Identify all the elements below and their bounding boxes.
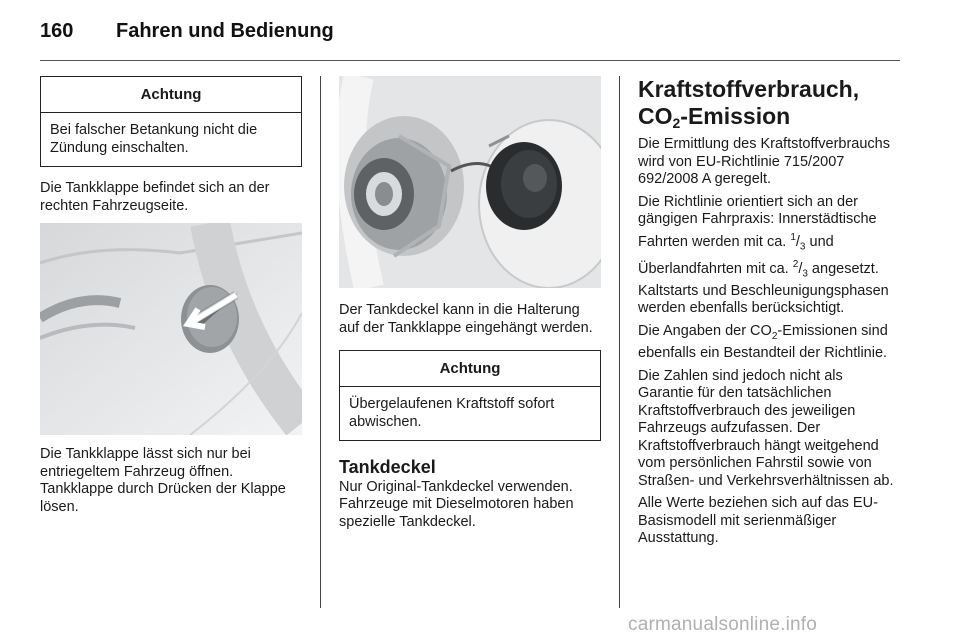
paragraph: Die Zahlen sind jedoch nicht als Garantie für den tatsächlichen Kraftstoffverbrauch des jeweiligen Fahrzeugs aufzufassen. Der Kraftstoffverbrauch hängt weitgehend vom persönlichen Fahrstil sowie von Straßen- und Verkehrsverhältnissen ab. xyxy=(638,367,894,489)
warning-text: Übergelaufenen Kraftstoff sofort abwischen. xyxy=(349,396,555,430)
fraction-denominator: 3 xyxy=(799,241,806,253)
header-rule xyxy=(40,60,900,61)
paragraph: Der Tankdeckel kann in die Halterung auf der Tankklappe eingehängt werden. xyxy=(339,302,593,336)
fuel-cap-open-illustration xyxy=(339,76,601,288)
fraction-numerator: 2 xyxy=(792,258,799,270)
paragraph-co2 xyxy=(638,323,900,363)
column-divider-1 xyxy=(320,76,321,608)
warning-title: Achtung xyxy=(41,77,301,113)
paragraph: Die Tankklappe befindet sich an der rechten Fahrzeugseite. xyxy=(40,180,270,214)
heading-subscript: 2 xyxy=(672,115,681,131)
column-1-lower xyxy=(40,446,302,521)
warning-box xyxy=(339,350,601,441)
warning-title: Achtung xyxy=(340,351,600,387)
heading-emission: -Emission xyxy=(680,103,791,129)
fuel-flap-closed-illustration xyxy=(40,223,302,435)
warning-box xyxy=(40,76,302,167)
text-run: Die Richtlinie orientiert sich an der gängigen Fahrpraxis: Innerstädtische Fahrten werden mit ca. xyxy=(638,193,877,250)
column-3 xyxy=(638,76,900,553)
fuel-flap-closed-image xyxy=(40,223,302,435)
text-run: angesetzt. Kaltstarts und Beschleunigungsphasen werden ebenfalls berücksichtigt. xyxy=(638,260,889,317)
paragraph-with-fractions: Die Richtlinie orientiert sich an der gängigen Fahrpraxis: Innerstädtische Fahrten werden mit ca. $^1/_3$ und Überlandfahrten mit ca. $^2/_3$ angesetzt. Kaltstarts und Beschleunigungsphasen werden ebenfalls berücksichtigt. xyxy=(638,193,889,317)
section-heading xyxy=(638,76,900,130)
co2-subscript: 2 xyxy=(771,330,778,342)
fuel-cap-open-image xyxy=(339,76,601,288)
watermark: carmanualsonline.info xyxy=(628,614,818,635)
fraction-denominator: 3 xyxy=(802,268,808,280)
page-number: 160 xyxy=(40,20,74,42)
page-header xyxy=(40,20,334,43)
paragraph: Alle Werte beziehen sich auf das EU-Basismodell mit serienmäßiger Ausstattung. xyxy=(638,495,878,547)
heading-co: CO xyxy=(638,103,673,129)
subheading: Tankdeckel xyxy=(339,457,436,477)
text-run: Die Angaben der CO xyxy=(638,322,772,339)
text-run: und Überlandfahrten mit ca. xyxy=(638,233,834,277)
column-2 xyxy=(339,302,601,536)
fraction-numerator: 1 xyxy=(790,231,796,243)
column-1 xyxy=(40,76,302,220)
warning-text: Bei falscher Betankung nicht die Zündung einschalten. xyxy=(50,122,258,156)
paragraph: Die Ermittlung des Kraftstoffverbrauchs wird von EU-Richtlinie 715/2007 692/2008 A geregelt. xyxy=(638,136,890,187)
paragraph: Die Tankklappe lässt sich nur bei entriegeltem Fahrzeug öffnen. Tankklappe durch Drücken der Klappe lösen. xyxy=(40,446,286,515)
page-title: Fahren und Bedienung xyxy=(116,20,334,42)
text-run: -Emissionen sind ebenfalls ein Bestandteil der Richtlinie. xyxy=(638,322,888,362)
heading-line-1: Kraftstoffverbrauch, xyxy=(638,76,860,102)
paragraph: Nur Original-Tankdeckel verwenden. Fahrzeuge mit Dieselmotoren haben spezielle Tankdeckel. xyxy=(339,478,574,530)
column-divider-2 xyxy=(619,76,620,608)
